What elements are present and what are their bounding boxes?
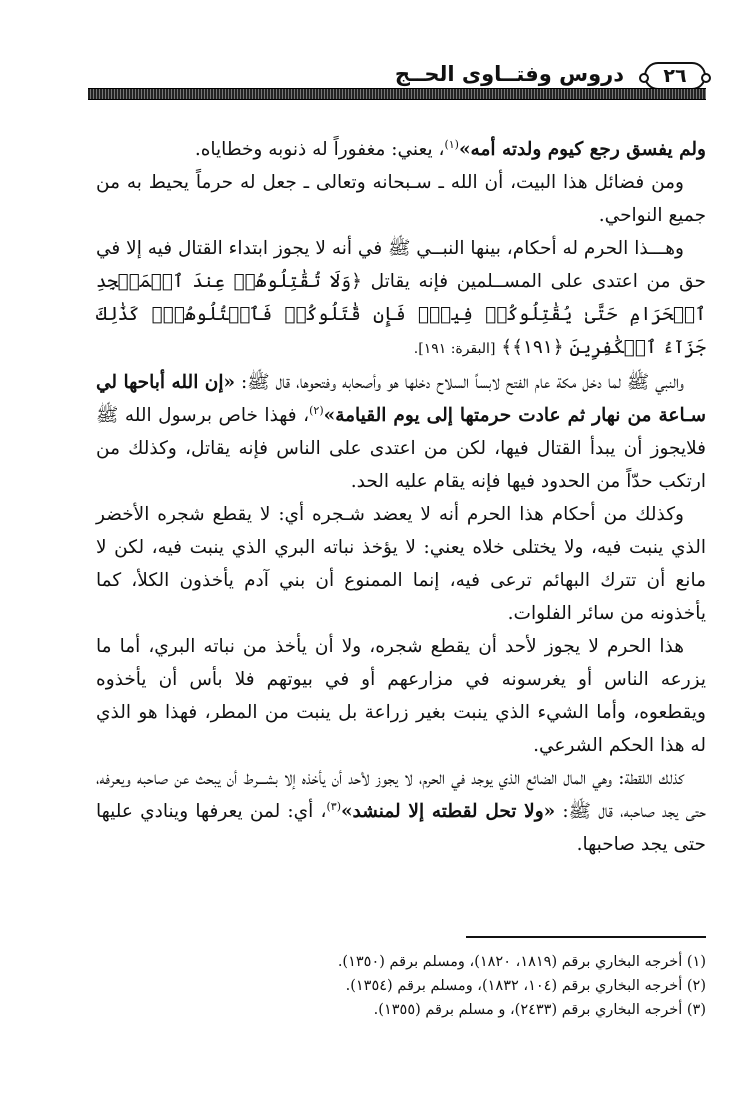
page-number: ٢٦ (644, 62, 706, 90)
paragraph-text: وكذلك من أحكام هذا الحرم أنه لا يعضد شـجره أي: لا يقطع شجره الأخضر الذي ينبت فيه، ولا يختلى خلاه يعني: لا يؤخذ نباته البري الذي ينبت فيه، لكن لا مانع أن تترك البهائم ترعى فيه، إنما الممنوع أن بني آدم يأخذون الكلأ، كما يأخذونه من سائر الفلوات. (96, 504, 706, 624)
paragraph-text: كذلك اللقطة: وهي المال الضائع الذي يوجد في الحرم، لا يجوز لأحد أن يأخذه إلا بشـــرط أن يبحث عن صاحبه ويعرفه، حتى يجد صاحبه، قال ﷺ: (96, 768, 707, 822)
paragraph-6 (96, 630, 706, 762)
book-title: دروس وفتــاوى الحــج (394, 62, 624, 86)
paragraph-1 (96, 133, 706, 166)
footnote-2: (٢) أخرجه البخاري برقم (١٠٤، ١٨٣٢)، ومسلم برقم (١٣٥٤). (345, 978, 706, 994)
paragraph-text: والنبي ﷺ لما دخل مكة عام الفتح لابساً السلاح دخلها هو وأصحابه وفتحوها، قال ﷺ: (235, 372, 684, 393)
paragraph-7 (96, 762, 706, 861)
paragraph-text: ، فهذا خاص برسول الله ﷺ فلايجوز أن يبدأ القتال فيها، لكن من اعتدى على الناس فإنه يقاتل، وكذلك من ارتكب حدّاً من الحدود فيها فإنه يقام عليه الحد. (96, 405, 706, 492)
header-rule (88, 88, 706, 100)
quran-verse: ﴿وَلَا تُقَٰتِلُوهُمۡ عِندَ ٱلۡمَسۡجِدِ ٱلۡحَرَامِ حَتَّىٰ يُقَٰتِلُوكُمۡ فِيهِۖ فَإِن قَٰتَلُوكُمۡ فَٱقۡتُلُوهُمۡۗ كَذَٰلِكَ جَزَآءُ ٱلۡكَٰفِرِينَ ﴿١٩١﴾﴾ (96, 271, 706, 358)
paragraph-text: ومن فضائل هذا البيت، أن الله ـ سـبحانه وتعالى ـ جعل له حرماً يحيط به من جميع النواحي. (96, 172, 706, 226)
hadith-quote: «ولا تحل لقطته إلا لمنشد» (340, 801, 556, 822)
paragraph-3 (96, 232, 706, 366)
footnote-marker-2[interactable]: (٢) (309, 403, 324, 417)
paragraph-text: ، يعني: مغفوراً له ذنوبه وخطاياه. (194, 139, 445, 160)
footnotes (96, 950, 706, 1022)
hadith-quote: ولم يفسق رجع كيوم ولدته أمه» (458, 139, 706, 160)
footnote-3: (٣) أخرجه البخاري برقم (٢٤٣٣)، و مسلم برقم (١٣٥٥). (373, 1002, 706, 1018)
footnote-separator (466, 936, 706, 938)
paragraph-text: هذا الحرم لا يجوز لأحد أن يقطع شجره، ولا أن يأخذ من نباته البري، أما ما يزرعه الناس أو يغرسونه في مزارعهم أو في بيوتهم فلا بأس أن يأخذوه ويقطعوه، وأما الشيء الذي ينبت بغير زراعة بل ينبت من المطر، فهذا هو الذي له هذا الحكم الشرعي. (96, 636, 706, 756)
hadith-quote: «إن الله أباحها لي سـاعة من نهار ثم عادت حرمتها إلى يوم القيامة» (96, 372, 706, 426)
footnote-1: (١) أخرجه البخاري برقم (١٨١٩، ١٨٢٠)، ومسلم برقم (١٣٥٠). (337, 954, 706, 970)
paragraph-2 (96, 166, 706, 232)
paragraph-4 (96, 366, 706, 498)
running-header (88, 58, 706, 98)
paragraph-text: وهـــذا الحرم له أحكام، بينها النبــي ﷺ في أنه لا يجوز ابتداء القتال فيه إلا في حق من اعتدى على المســلمين فإنه يقاتل (96, 238, 706, 292)
footnote-marker-3[interactable]: (٣) (326, 799, 341, 813)
footnote-marker-1[interactable]: (١) (444, 137, 459, 151)
verse-reference: [البقرة: ١٩١]. (413, 341, 496, 357)
paragraph-5 (96, 498, 706, 630)
main-text (96, 133, 706, 861)
paragraph-text: ، أي: لمن يعرفها وينادي عليها حتى يجد صاحبها. (96, 801, 706, 855)
